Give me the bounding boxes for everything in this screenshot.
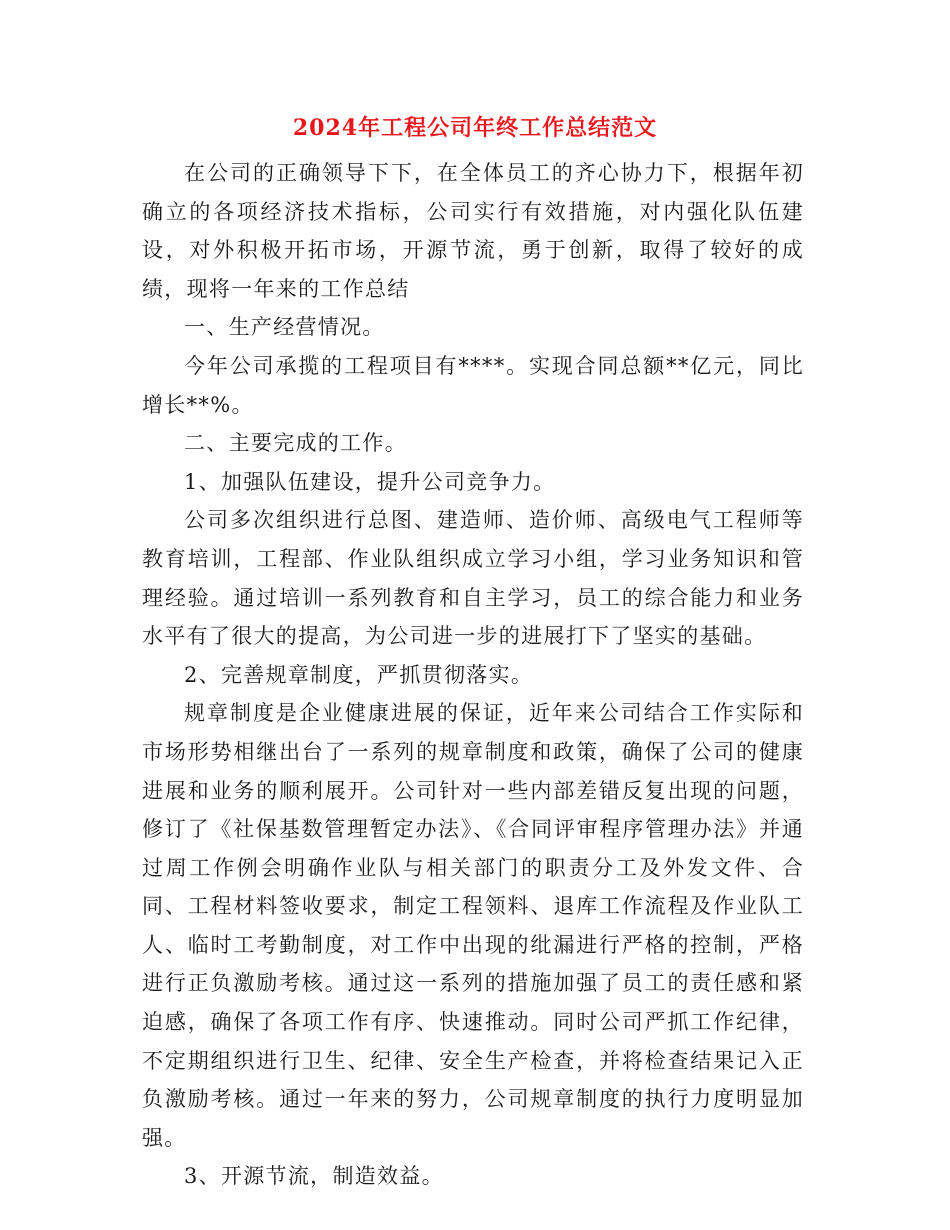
subheading-team-building: 1、加强队伍建设，提升公司竞争力。: [184, 469, 556, 494]
paragraph-production: 今年公司承揽的工程项目有****。实现合同总额**亿元，同比增长**%。: [142, 353, 804, 417]
document-body: [142, 154, 804, 1196]
paragraph-team-building: 公司多次组织进行总图、建造师、造价师、高级电气工程师等教育培训，工程部、作业队组织成立学习小组，学习业务知识和管理经验。通过培训一系列教育和自主学习，员工的综合能力和业务水平有了很大的提高，为公司进一步的进展打下了坚实的基础。: [142, 508, 804, 649]
subheading-regulations: 2、完善规章制度，严抓贯彻落实。: [184, 662, 534, 687]
section-heading-main-work: 二、主要完成的工作。: [184, 431, 407, 456]
subheading-cost-saving: 3、开源节流，制造效益。: [184, 1164, 444, 1189]
paragraph-regulations: 规章制度是企业健康进展的保证，近年来公司结合工作实际和市场形势相继出台了一系列的规章制度和政策，确保了公司的健康进展和业务的顺利展开。公司针对一些内部差错反复出现的问题，修订了《社保基数管理暂定办法》、《合同评审程序管理办法》并通过周工作例会明确作业队与相关部门的职责分工及外发文件、合同、工程材料签收要求，制定工程领料、退库工作流程及作业队工人、临时工考勤制度，对工作中出现的纰漏进行严格的控制，严格进行正负激励考核。通过这一系列的措施加强了员工的责任感和紧迫感，确保了各项工作有序、快速推动。同时公司严抓工作纪律，不定期组织进行卫生、纪律、安全生产检查，并将检查结果记入正负激励考核。通过一年来的努力，公司规章制度的执行力度明显加强。: [142, 701, 804, 1150]
document-title: 2024年工程公司年终工作总结范文: [292, 115, 658, 141]
section-heading-production: 一、生产经营情况。: [184, 315, 385, 340]
paragraph-intro: 在公司的正确领导下下，在全体员工的齐心协力下，根据年初确立的各项经济技术指标，公司实行有效措施，对内强化队伍建设，对外积极开拓市场，开源节流，勇于创新，取得了较好的成绩，现将一年来的工作总结: [142, 161, 804, 301]
